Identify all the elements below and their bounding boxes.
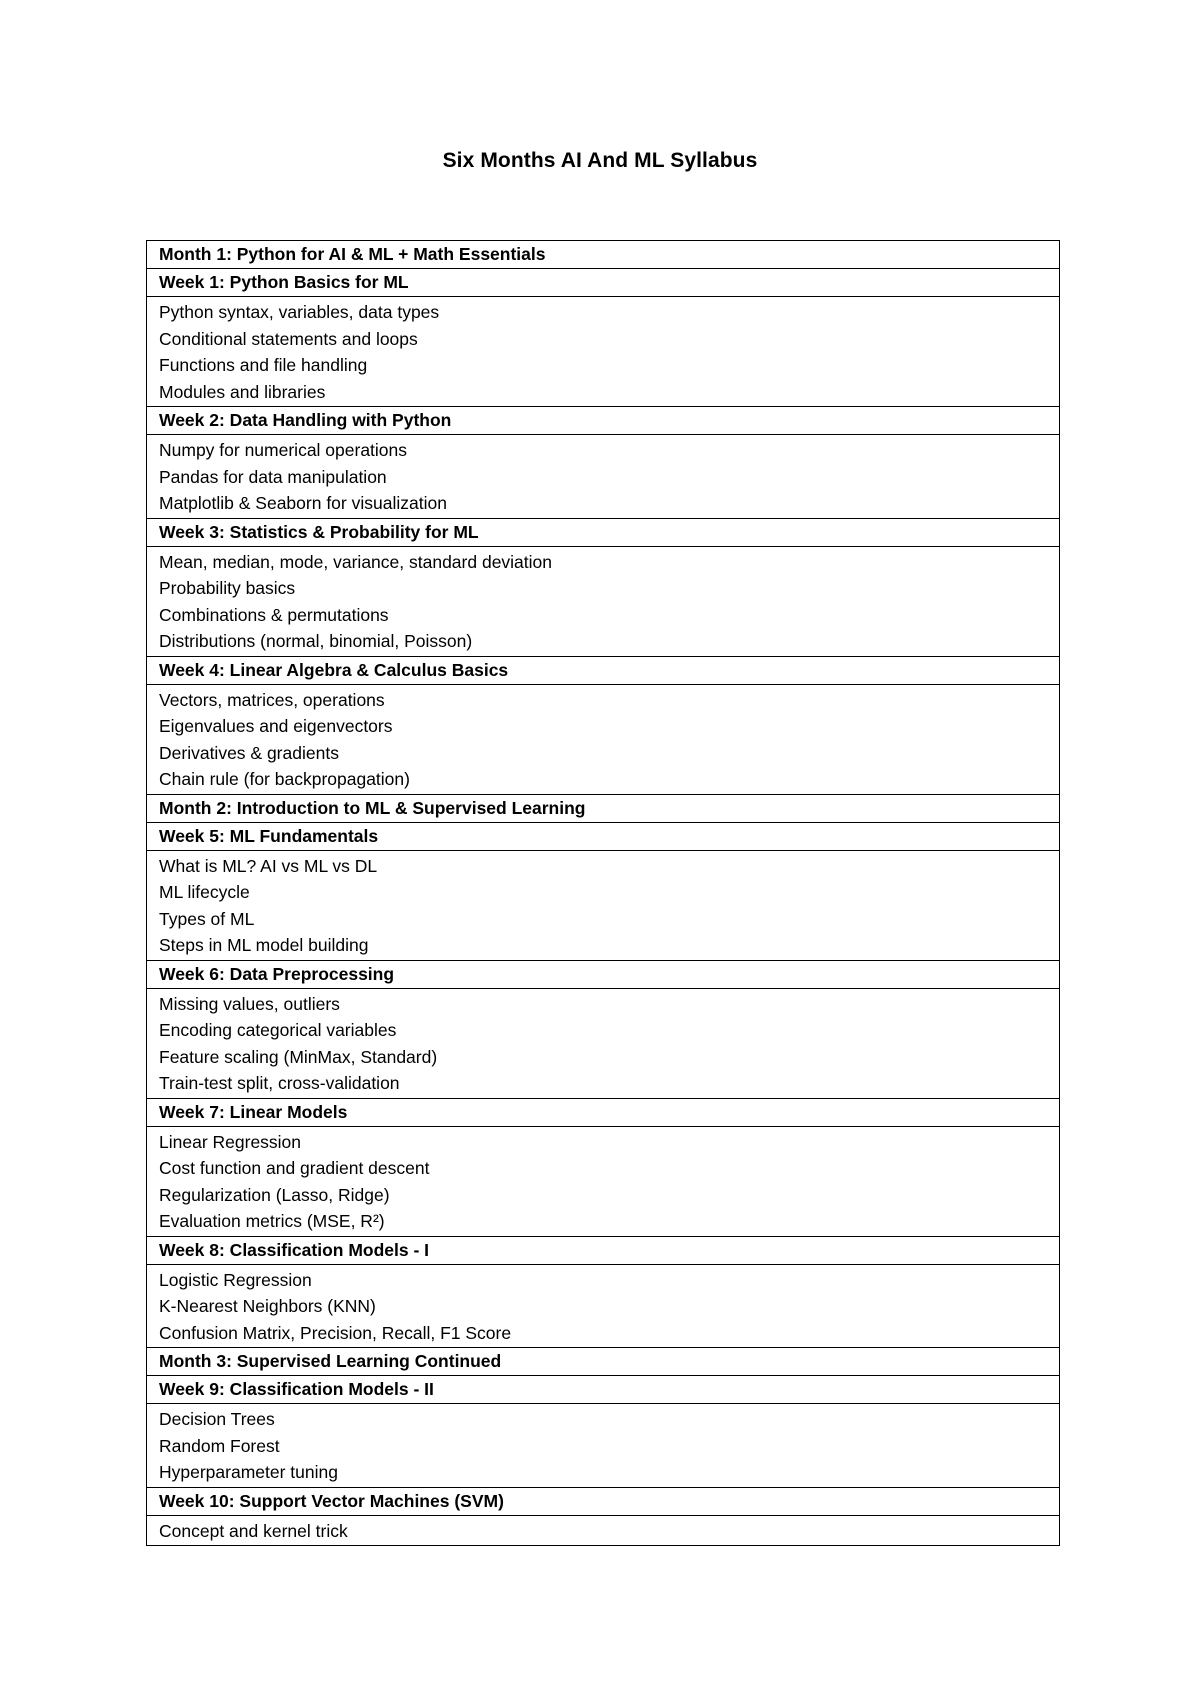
topic-item: Missing values, outliers xyxy=(159,993,340,1014)
topic-item: Vectors, matrices, operations xyxy=(159,689,385,710)
topic-list xyxy=(147,851,1059,961)
topic-item: Chain rule (for backpropagation) xyxy=(159,769,410,789)
topic-item: Numpy for numerical operations xyxy=(159,440,408,460)
topic-item: Eigenvalues and eigenvectors xyxy=(159,716,393,736)
topic-item: Pandas for data manipulation xyxy=(159,466,387,487)
topic-item: Concept and kernel trick xyxy=(159,1520,348,1541)
topic-item: Hyperparameter tuning xyxy=(159,1462,338,1482)
topic-list xyxy=(147,989,1059,1099)
topic-item: Derivatives & gradients xyxy=(159,742,339,763)
topic-item: Steps in ML model building xyxy=(159,935,369,955)
topic-item: Conditional statements and loops xyxy=(159,328,418,349)
week-heading: Week 4: Linear Algebra & Calculus Basics xyxy=(147,657,1059,685)
week-heading: Week 3: Statistics & Probability for ML xyxy=(147,519,1059,547)
topic-item: Distributions (normal, binomial, Poisson) xyxy=(159,631,473,651)
topic-item: ML lifecycle xyxy=(159,882,250,902)
topic-item: What is ML? AI vs ML vs DL xyxy=(159,855,378,876)
topic-item: Random Forest xyxy=(159,1435,280,1456)
topic-list xyxy=(147,1516,1059,1547)
topic-list xyxy=(147,435,1059,519)
topic-item: Decision Trees xyxy=(159,1409,275,1429)
week-heading: Week 10: Support Vector Machines (SVM) xyxy=(147,1488,1059,1516)
week-heading: Week 2: Data Handling with Python xyxy=(147,407,1059,435)
month-heading: Month 1: Python for AI & ML + Math Essentials xyxy=(147,241,1059,269)
topic-item: Encoding categorical variables xyxy=(159,1020,397,1040)
topic-item: Probability basics xyxy=(159,578,296,598)
topic-item: Matplotlib & Seaborn for visualization xyxy=(159,493,447,513)
week-heading: Week 6: Data Preprocessing xyxy=(147,961,1059,989)
topic-list xyxy=(147,1265,1059,1349)
topic-item: Train-test split, cross-validation xyxy=(159,1073,400,1093)
topic-item: Evaluation metrics (MSE, R²) xyxy=(159,1211,385,1231)
page-title: Six Months AI And ML Syllabus xyxy=(442,149,758,172)
topic-list xyxy=(147,685,1059,795)
topic-item: Confusion Matrix, Precision, Recall, F1 Score xyxy=(159,1322,512,1343)
syllabus-table xyxy=(146,240,1060,1546)
month-heading: Month 2: Introduction to ML & Supervised Learning xyxy=(147,795,1059,823)
topic-item: Modules and libraries xyxy=(159,381,326,402)
week-heading: Week 7: Linear Models xyxy=(147,1099,1059,1127)
topic-item: Combinations & permutations xyxy=(159,604,389,625)
topic-item: Logistic Regression xyxy=(159,1269,312,1290)
topic-item: Python syntax, variables, data types xyxy=(159,302,440,322)
topic-item: Linear Regression xyxy=(159,1131,302,1152)
month-heading: Month 3: Supervised Learning Continued xyxy=(147,1348,1059,1376)
topic-item: Cost function and gradient descent xyxy=(159,1158,430,1178)
topic-list xyxy=(147,297,1059,407)
topic-item: K-Nearest Neighbors (KNN) xyxy=(159,1296,376,1316)
week-heading: Week 8: Classification Models - I xyxy=(147,1237,1059,1265)
week-heading: Week 5: ML Fundamentals xyxy=(147,823,1059,851)
topic-item: Functions and file handling xyxy=(159,355,368,375)
topic-item: Mean, median, mode, variance, standard deviation xyxy=(159,551,553,572)
topic-item: Types of ML xyxy=(159,908,255,929)
topic-list xyxy=(147,1404,1059,1488)
topic-list xyxy=(147,547,1059,657)
week-heading: Week 9: Classification Models - II xyxy=(147,1376,1059,1404)
topic-list xyxy=(147,1127,1059,1237)
topic-item: Regularization (Lasso, Ridge) xyxy=(159,1184,390,1205)
week-heading: Week 1: Python Basics for ML xyxy=(147,269,1059,297)
topic-item: Feature scaling (MinMax, Standard) xyxy=(159,1046,438,1067)
